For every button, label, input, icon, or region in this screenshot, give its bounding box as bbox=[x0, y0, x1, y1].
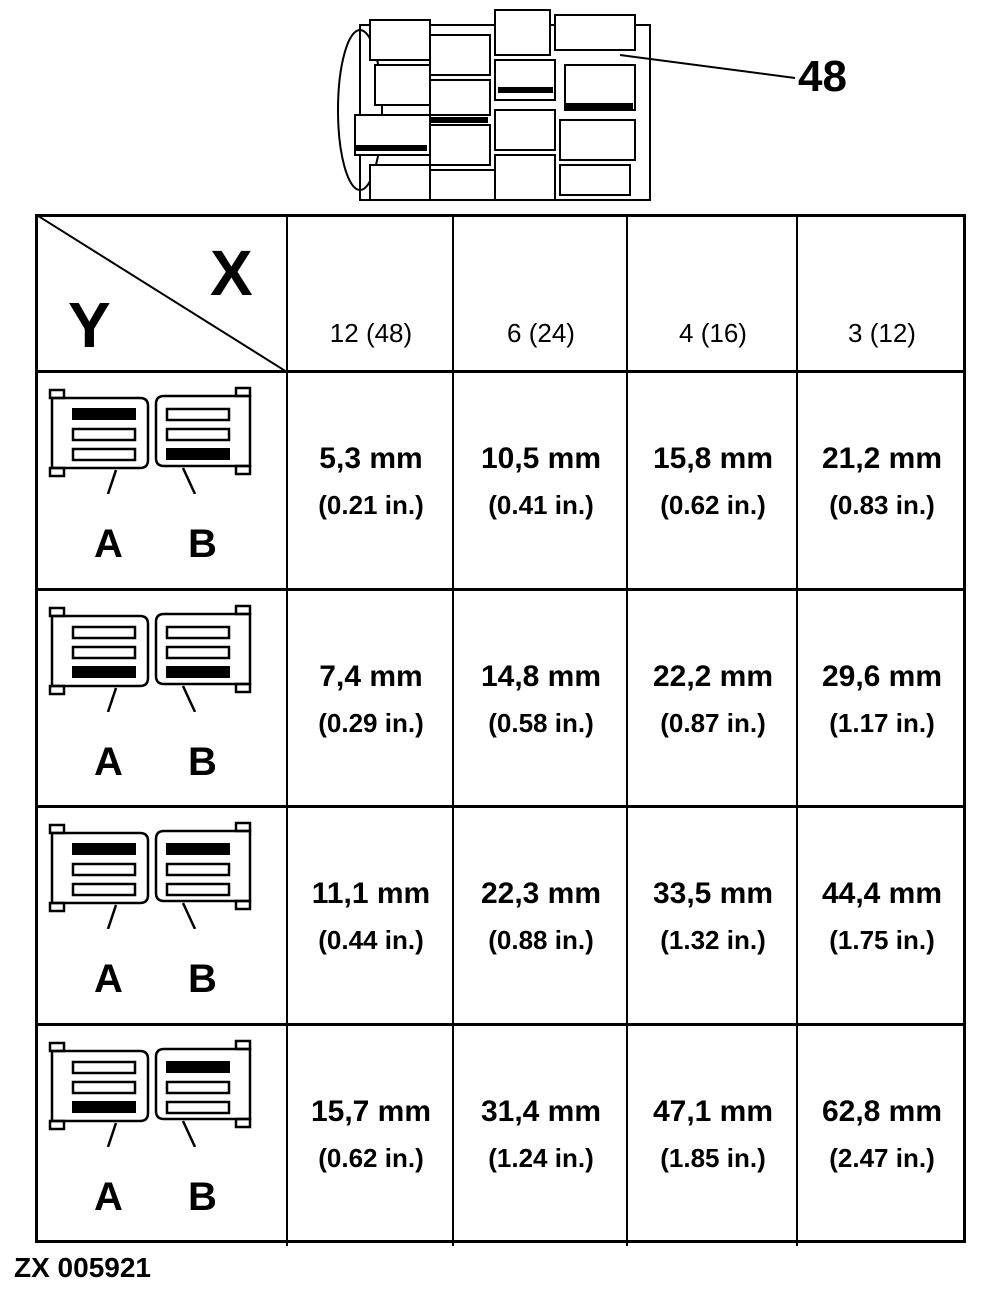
value-inches: (1.24 in.) bbox=[488, 1143, 594, 1173]
column-header: 12 (48) bbox=[329, 318, 413, 348]
row-divider bbox=[35, 1023, 966, 1026]
callout-leader-line bbox=[620, 50, 800, 90]
column-header: 4 (16) bbox=[679, 318, 747, 348]
connector-b-label: B bbox=[188, 740, 217, 784]
value-mm: 15,7 mm bbox=[310, 1095, 432, 1128]
callout-label: 48 bbox=[798, 52, 847, 101]
spacing-value-cell bbox=[288, 442, 454, 521]
value-inches: (0.87 in.) bbox=[660, 708, 766, 738]
connector-b-label: B bbox=[188, 522, 217, 566]
connector-b-label: B bbox=[188, 957, 217, 1001]
value-inches: (0.62 in.) bbox=[660, 490, 766, 520]
connector-pair-icon bbox=[48, 1037, 268, 1147]
connector-pair-icon bbox=[48, 384, 268, 494]
spacing-value-cell bbox=[798, 442, 966, 521]
value-inches: (0.29 in.) bbox=[318, 708, 424, 738]
value-mm: 47,1 mm bbox=[652, 1095, 774, 1128]
connector-a-label: A bbox=[94, 1175, 123, 1219]
y-axis-label: Y bbox=[68, 289, 111, 361]
value-inches: (1.17 in.) bbox=[829, 708, 935, 738]
value-mm: 7,4 mm bbox=[319, 660, 423, 693]
spacing-value-cell bbox=[798, 660, 966, 739]
column-header: 3 (12) bbox=[848, 318, 916, 348]
value-inches: (0.83 in.) bbox=[829, 490, 935, 520]
spacing-value-cell bbox=[454, 660, 628, 739]
spacing-value-cell bbox=[628, 877, 798, 956]
connector-a-label: A bbox=[94, 957, 123, 1001]
connector-pair-icon bbox=[48, 602, 268, 712]
value-inches: (1.85 in.) bbox=[660, 1143, 766, 1173]
spacing-value-cell bbox=[798, 877, 966, 956]
figure-code: ZX 005921 bbox=[14, 1252, 151, 1283]
value-mm: 11,1 mm bbox=[311, 877, 431, 910]
spacing-value-cell bbox=[628, 660, 798, 739]
value-mm: 29,6 mm bbox=[821, 660, 943, 693]
spacing-value-cell bbox=[288, 660, 454, 739]
value-inches: (0.21 in.) bbox=[318, 490, 424, 520]
value-mm: 62,8 mm bbox=[821, 1095, 943, 1128]
value-mm: 5,3 mm bbox=[319, 442, 423, 475]
value-inches: (0.41 in.) bbox=[488, 490, 594, 520]
row-divider bbox=[35, 805, 966, 808]
row-divider bbox=[35, 588, 966, 591]
value-mm: 14,8 mm bbox=[480, 660, 602, 693]
value-mm: 10,5 mm bbox=[480, 442, 602, 475]
spacing-value-cell bbox=[288, 877, 454, 956]
value-inches: (0.58 in.) bbox=[488, 708, 594, 738]
spacing-value-cell bbox=[628, 1095, 798, 1174]
value-mm: 33,5 mm bbox=[652, 877, 774, 910]
value-inches: (2.47 in.) bbox=[829, 1143, 935, 1173]
spacing-value-cell bbox=[798, 1095, 966, 1174]
value-mm: 22,3 mm bbox=[480, 877, 602, 910]
value-mm: 21,2 mm bbox=[821, 442, 943, 475]
value-inches: (0.44 in.) bbox=[318, 925, 424, 955]
connector-b-label: B bbox=[188, 1175, 217, 1219]
value-mm: 22,2 mm bbox=[652, 660, 774, 693]
value-mm: 31,4 mm bbox=[480, 1095, 602, 1128]
spacing-value-cell bbox=[454, 877, 628, 956]
value-mm: 15,8 mm bbox=[652, 442, 774, 475]
spacing-value-cell bbox=[288, 1095, 454, 1174]
value-inches: (0.62 in.) bbox=[318, 1143, 424, 1173]
drum-illustration bbox=[330, 5, 670, 210]
value-inches: (1.32 in.) bbox=[660, 925, 766, 955]
connector-a-label: A bbox=[94, 740, 123, 784]
spacing-value-cell bbox=[628, 442, 798, 521]
x-axis-label: X bbox=[210, 237, 253, 309]
spacing-value-cell bbox=[454, 442, 628, 521]
value-inches: (1.75 in.) bbox=[829, 925, 935, 955]
connector-a-label: A bbox=[94, 522, 123, 566]
spacing-value-cell bbox=[454, 1095, 628, 1174]
column-header: 6 (24) bbox=[507, 318, 575, 348]
value-mm: 44,4 mm bbox=[821, 877, 943, 910]
value-inches: (0.88 in.) bbox=[488, 925, 594, 955]
connector-pair-icon bbox=[48, 819, 268, 929]
